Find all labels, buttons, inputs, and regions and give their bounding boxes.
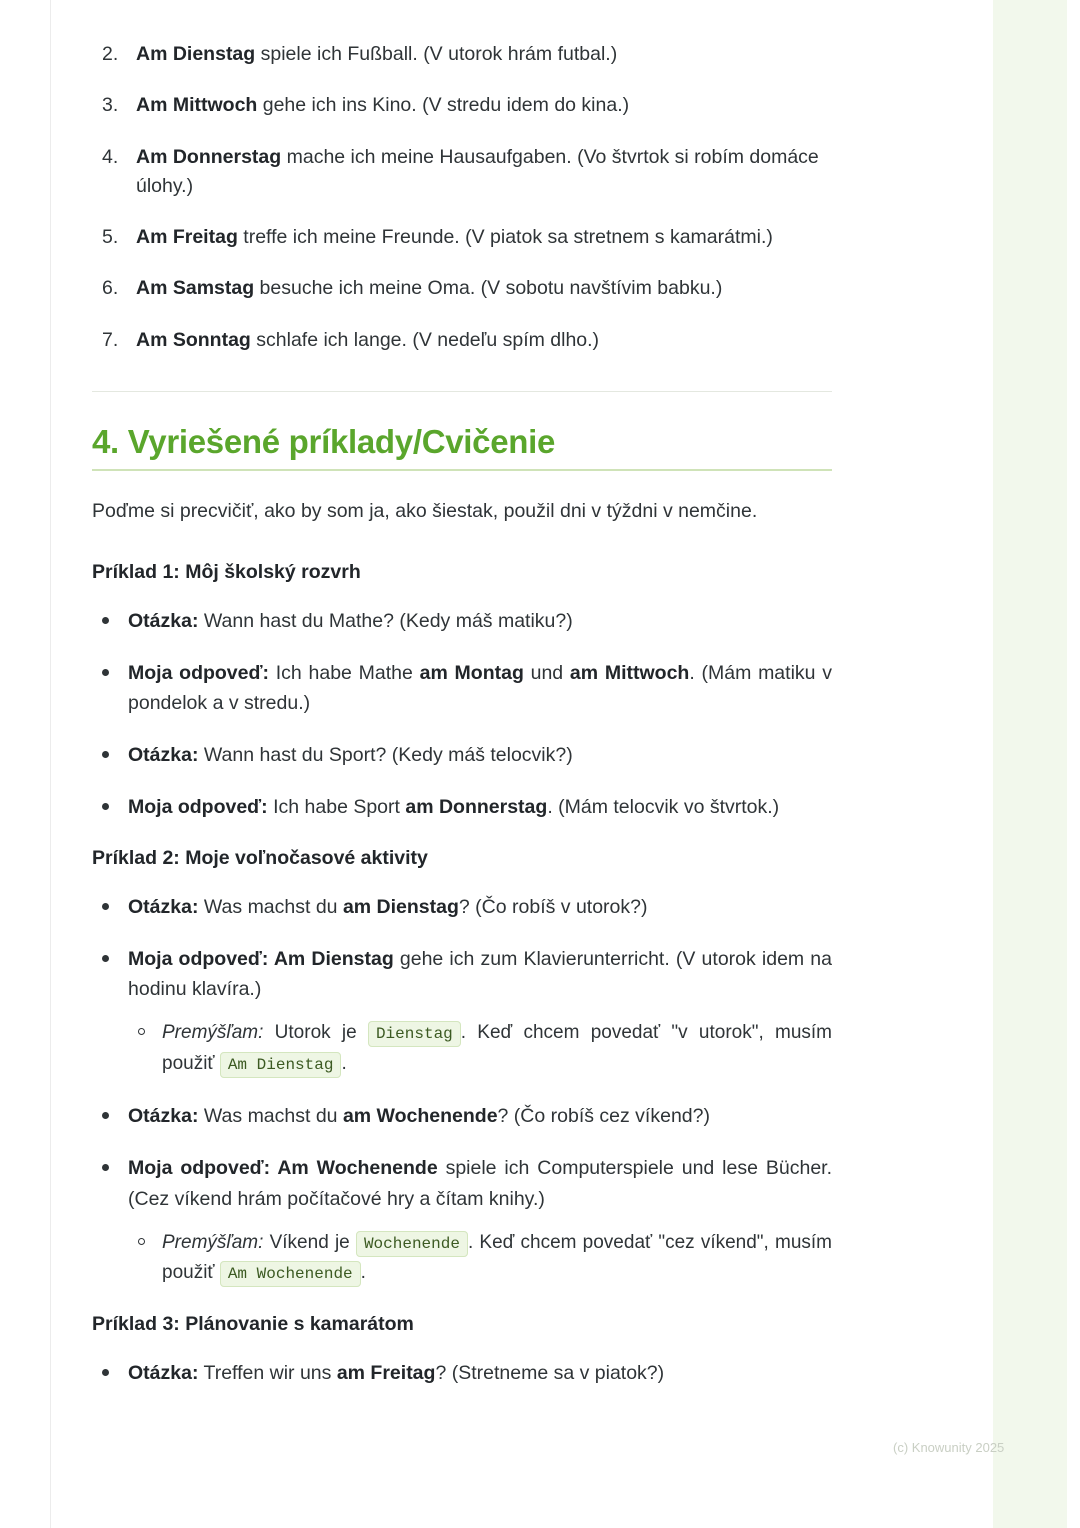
list-item bbox=[92, 792, 832, 822]
list-item-text: spiele ich Fußball. (V utorok hrám futbal.) bbox=[255, 43, 618, 65]
list-item bbox=[92, 1101, 832, 1131]
list-item bbox=[92, 740, 832, 770]
section-intro: Poďme si precvičiť, ako by som ja, ako šiestak, použil dni v týždni v nemčine. bbox=[92, 500, 758, 523]
list-item bbox=[128, 1228, 832, 1289]
example-3-items bbox=[92, 1358, 832, 1388]
list-item bbox=[92, 40, 832, 69]
code-chip: Dienstag bbox=[368, 1021, 461, 1047]
section-divider bbox=[92, 391, 832, 392]
answer-text: Ich habe Mathe bbox=[269, 661, 420, 684]
list-item bbox=[92, 606, 832, 636]
section-heading: 4. Vyriešené príklady/Cvičenie bbox=[92, 422, 556, 460]
answer-text: gehe ich zum Klavierunterricht. (V utorok idem na hodinu klavíra.) bbox=[128, 947, 832, 1001]
answer-bold: am Mittwoch bbox=[569, 661, 690, 684]
question-text: Was machst du bbox=[198, 895, 343, 918]
list-item-text: schlafe ich lange. (V nedeľu spím dlho.) bbox=[250, 328, 600, 351]
list-item-bold: Am Dienstag bbox=[136, 43, 256, 65]
question-label: Otázka: bbox=[128, 1361, 199, 1384]
list-item-number: 3. bbox=[102, 94, 119, 117]
answer-label: Moja odpoveď: Am Wochenende bbox=[128, 1157, 438, 1180]
answer-bold: am Montag bbox=[419, 661, 524, 684]
right-decorative-band bbox=[985, 0, 1080, 1528]
answer-label: Moja odpoveď: Am Dienstag bbox=[128, 947, 394, 970]
answer-label: Moja odpoveď: bbox=[128, 796, 268, 819]
thinking-text: . Keď chcem povedať "cez víkend", musím použiť bbox=[162, 1231, 833, 1284]
list-item-number: 2. bbox=[102, 43, 119, 65]
question-text: ? (Stretneme sa v piatok?) bbox=[435, 1361, 665, 1384]
thinking-label: Premýšľam: bbox=[162, 1231, 264, 1253]
list-item-number: 7. bbox=[102, 328, 119, 351]
list-item-bold: Am Mittwoch bbox=[136, 94, 258, 117]
thinking-note-2 bbox=[128, 1228, 832, 1289]
answer-text: und bbox=[523, 661, 570, 684]
question-text: Treffen wir uns bbox=[198, 1361, 337, 1384]
thinking-text: . bbox=[360, 1262, 366, 1284]
question-label: Otázka: bbox=[128, 1105, 199, 1128]
band-left-edge bbox=[985, 0, 993, 1528]
weekday-sentence-list bbox=[92, 40, 832, 355]
answer-text: . (Mám matiku v pondelok a v stredu.) bbox=[128, 661, 833, 715]
thinking-note-1 bbox=[128, 1018, 832, 1079]
list-item bbox=[92, 1153, 832, 1288]
list-item bbox=[92, 223, 832, 252]
answer-label: Moja odpoveď: bbox=[128, 661, 270, 684]
code-chip: Am Wochenende bbox=[220, 1261, 361, 1287]
thinking-text: . Keď chcem povedať "v utorok", musím použiť bbox=[162, 1022, 832, 1074]
question-text: ? (Čo robíš cez víkend?) bbox=[497, 1105, 710, 1128]
list-item bbox=[92, 658, 832, 718]
example-1-title: Príklad 1: Môj školský rozvrh bbox=[92, 560, 361, 583]
list-item bbox=[92, 274, 832, 303]
code-chip: Wochenende bbox=[356, 1231, 468, 1257]
answer-text: Ich habe Sport bbox=[267, 796, 406, 819]
example-3-title: Príklad 3: Plánovanie s kamarátom bbox=[92, 1312, 414, 1335]
list-item-number: 6. bbox=[102, 277, 119, 300]
list-item-bold: Am Samstag bbox=[136, 277, 255, 300]
question-text: ? (Čo robíš v utorok?) bbox=[458, 895, 648, 918]
example-2-items bbox=[92, 892, 832, 1289]
list-item bbox=[92, 91, 832, 120]
list-item-text: mache ich meine Hausaufgaben. (Vo štvrtok si robím domáce úlohy.) bbox=[136, 145, 819, 197]
list-item bbox=[92, 1358, 832, 1388]
list-item-bold: Am Freitag bbox=[136, 226, 238, 248]
question-text: Wann hast du Sport? (Kedy máš telocvik?) bbox=[198, 744, 573, 767]
list-item bbox=[92, 326, 832, 355]
list-item bbox=[92, 892, 832, 922]
question-bold: am Wochenende bbox=[342, 1105, 498, 1128]
list-item-text: gehe ich ins Kino. (V stredu idem do kina.) bbox=[257, 94, 630, 117]
question-bold: am Dienstag bbox=[342, 895, 459, 918]
list-item-text: besuche ich meine Oma. (V sobotu navštívim babku.) bbox=[254, 277, 723, 300]
code-chip: Am Dienstag bbox=[220, 1052, 342, 1078]
answer-text: . (Mám telocvik vo štvrtok.) bbox=[547, 796, 780, 819]
list-item bbox=[92, 143, 832, 202]
question-bold: am Freitag bbox=[336, 1361, 436, 1384]
example-2-title: Príklad 2: Moje voľnočasové aktivity bbox=[92, 846, 428, 869]
list-item-bold: Am Donnerstag bbox=[136, 145, 282, 168]
question-text: Was machst du bbox=[198, 1105, 343, 1128]
left-margin-rule bbox=[50, 0, 51, 1528]
answer-text: spiele ich Computerspiele und lese Bücher. (Cez víkend hrám počítačové hry a čítam knihy.) bbox=[128, 1157, 832, 1210]
example-1-items bbox=[92, 606, 832, 823]
list-item bbox=[128, 1018, 832, 1079]
thinking-text: Víkend je bbox=[263, 1231, 356, 1253]
watermark: (c) Knowunity 2025 bbox=[893, 1440, 1005, 1455]
document-content bbox=[92, 40, 832, 1412]
list-item-text: treffe ich meine Freunde. (V piatok sa stretnem s kamarátmi.) bbox=[237, 226, 773, 248]
answer-bold: am Donnerstag bbox=[405, 796, 548, 819]
thinking-text: . bbox=[341, 1052, 347, 1074]
list-item-number: 5. bbox=[102, 226, 119, 248]
section-heading-underline bbox=[92, 469, 832, 471]
list-item-number: 4. bbox=[102, 145, 119, 168]
list-item-bold: Am Sonntag bbox=[136, 328, 251, 351]
question-label: Otázka: bbox=[128, 895, 199, 918]
question-label: Otázka: bbox=[128, 609, 199, 632]
thinking-text: Utorok je bbox=[263, 1022, 368, 1044]
question-text: Wann hast du Mathe? (Kedy máš matiku?) bbox=[198, 609, 573, 632]
list-item bbox=[92, 944, 832, 1079]
band-right-edge bbox=[1067, 0, 1080, 1528]
thinking-label: Premýšľam: bbox=[162, 1022, 264, 1044]
question-label: Otázka: bbox=[128, 744, 199, 767]
